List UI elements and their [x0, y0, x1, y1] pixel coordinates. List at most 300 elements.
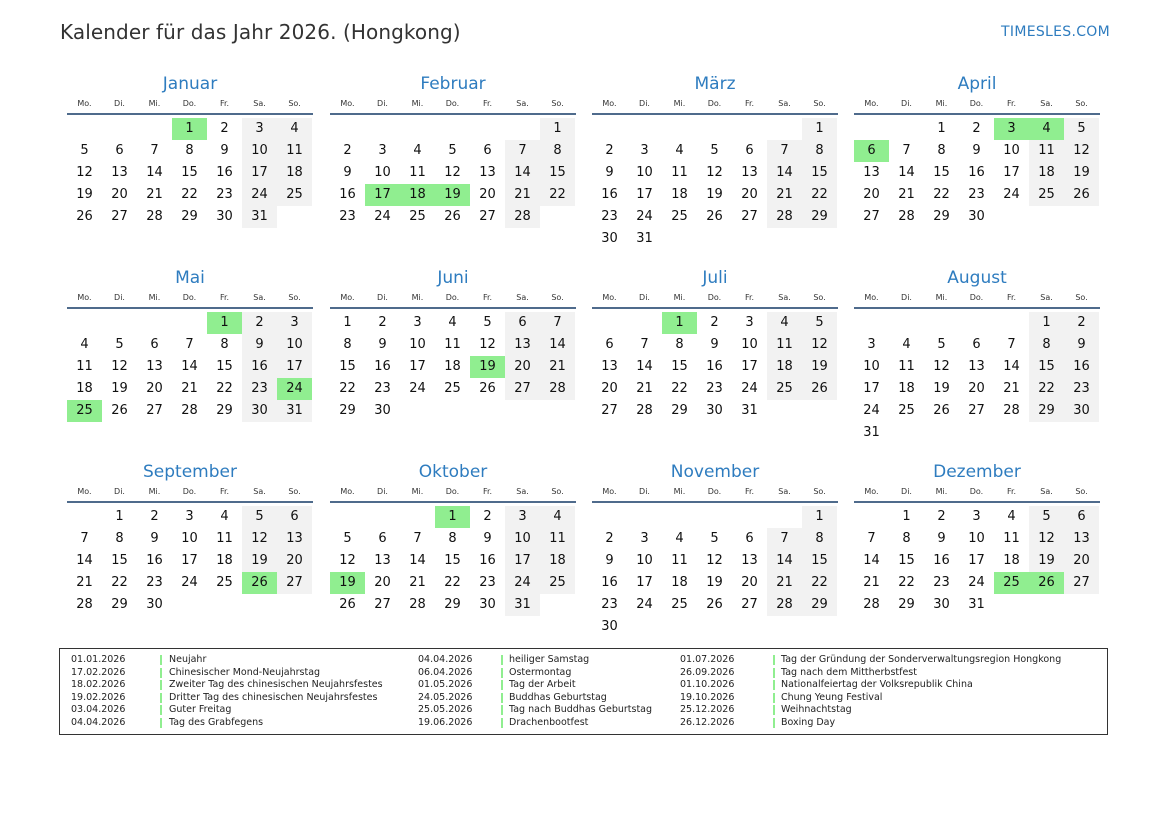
- day-cell: 29: [933, 209, 950, 224]
- page-title: Kalender für das Jahr 2026. (Hongkong): [60, 20, 461, 44]
- day-cell: 8: [540, 140, 575, 162]
- day-cell: 8: [185, 143, 194, 158]
- day-cell: 3: [867, 337, 876, 352]
- day-grid: [854, 506, 1100, 616]
- weekday-label: So.: [1075, 487, 1088, 496]
- weekday-label: Mi.: [411, 99, 424, 108]
- day-cell: 22: [933, 187, 950, 202]
- day-cell: 15: [802, 550, 837, 572]
- day-cell: 20: [863, 187, 880, 202]
- holiday-marker: [773, 705, 775, 715]
- holiday-day-cell: 19: [330, 572, 365, 594]
- legend-row: [60, 717, 1100, 730]
- empty-cell: [697, 506, 732, 528]
- month-0: [67, 73, 313, 228]
- day-cell: 11: [898, 359, 915, 374]
- holiday-date: 24.05.2026: [418, 691, 473, 703]
- day-cell: 3: [745, 315, 754, 330]
- day-cell: 13: [741, 165, 758, 180]
- weekday-label: So.: [551, 487, 564, 496]
- day-cell: 1: [902, 509, 911, 524]
- empty-cell: [627, 506, 662, 528]
- day-cell: 26: [444, 209, 461, 224]
- holiday-day-cell: 6: [854, 140, 889, 162]
- weekday-label: Do.: [182, 99, 197, 108]
- weekday-label: Sa.: [253, 487, 266, 496]
- day-cell: 25: [767, 378, 802, 400]
- day-cell: 17: [277, 356, 312, 378]
- weekday-label: Mo.: [340, 293, 355, 302]
- day-cell: 15: [339, 359, 356, 374]
- weekday-label: So.: [288, 99, 301, 108]
- day-cell: 1: [343, 315, 352, 330]
- day-cell: 19: [76, 187, 93, 202]
- empty-cell: [854, 118, 889, 140]
- day-cell: 6: [1064, 506, 1099, 528]
- weekday-label: Do.: [969, 293, 984, 302]
- day-cell: 18: [898, 381, 915, 396]
- month-8: [67, 461, 313, 616]
- empty-cell: [400, 118, 435, 140]
- day-cell: 25: [444, 381, 461, 396]
- day-cell: 29: [111, 597, 128, 612]
- weekday-label: Do.: [707, 293, 722, 302]
- day-cell: 4: [767, 312, 802, 334]
- day-cell: 17: [636, 187, 653, 202]
- holiday-day-cell: 19: [470, 356, 505, 378]
- day-cell: 19: [706, 575, 723, 590]
- day-cell: 6: [505, 312, 540, 334]
- day-cell: 4: [540, 506, 575, 528]
- day-cell: 30: [374, 403, 391, 418]
- day-cell: 13: [601, 359, 618, 374]
- day-cell: 1: [115, 509, 124, 524]
- holiday-marker: [773, 655, 775, 665]
- day-cell: 15: [802, 162, 837, 184]
- day-cell: 20: [601, 381, 618, 396]
- day-cell: 10: [277, 334, 312, 356]
- day-cell: 23: [706, 381, 723, 396]
- day-cell: 5: [710, 143, 719, 158]
- holiday-date: 03.04.2026: [71, 704, 126, 715]
- day-cell: 17: [181, 553, 198, 568]
- month-title: März: [694, 74, 736, 94]
- day-cell: 24: [863, 403, 880, 418]
- weekday-label: Di.: [377, 487, 388, 496]
- day-cell: 13: [968, 359, 985, 374]
- day-cell: 28: [181, 403, 198, 418]
- day-cell: 11: [76, 359, 93, 374]
- empty-cell: [102, 312, 137, 334]
- day-cell: 29: [1029, 400, 1064, 422]
- day-cell: 9: [242, 334, 277, 356]
- legend-row: [60, 692, 1100, 705]
- day-cell: 22: [1029, 378, 1064, 400]
- day-cell: 30: [601, 619, 618, 634]
- day-cell: 14: [636, 359, 653, 374]
- empty-cell: [102, 118, 137, 140]
- weekday-header: [67, 97, 313, 115]
- day-cell: 9: [605, 553, 614, 568]
- day-cell: 14: [767, 550, 802, 572]
- day-grid: [67, 312, 313, 422]
- brand-link[interactable]: TIMESLES.COM: [1001, 24, 1110, 40]
- day-grid: [330, 312, 576, 422]
- weekday-header: [67, 291, 313, 309]
- day-cell: 29: [216, 403, 233, 418]
- weekday-label: Mi.: [935, 293, 948, 302]
- empty-cell: [330, 118, 365, 140]
- day-cell: 11: [671, 165, 688, 180]
- weekday-label: Di.: [114, 487, 125, 496]
- day-cell: 25: [671, 209, 688, 224]
- day-cell: 22: [339, 381, 356, 396]
- day-cell: 27: [1064, 572, 1099, 594]
- day-cell: 11: [1003, 531, 1020, 546]
- empty-cell: [505, 118, 540, 140]
- day-cell: 23: [242, 378, 277, 400]
- day-cell: 9: [605, 165, 614, 180]
- weekday-label: Mo.: [864, 293, 879, 302]
- weekday-label: Sa.: [253, 293, 266, 302]
- legend-row: [60, 679, 1100, 692]
- holiday-day-cell: 3: [994, 118, 1029, 140]
- day-cell: 26: [339, 597, 356, 612]
- day-cell: 5: [448, 143, 457, 158]
- day-cell: 26: [706, 597, 723, 612]
- day-cell: 4: [413, 143, 422, 158]
- day-cell: 18: [277, 162, 312, 184]
- day-cell: 14: [146, 165, 163, 180]
- day-cell: 31: [242, 206, 277, 228]
- day-cell: 26: [479, 381, 496, 396]
- day-cell: 23: [968, 187, 985, 202]
- day-cell: 15: [933, 165, 950, 180]
- empty-cell: [732, 118, 767, 140]
- day-cell: 2: [242, 312, 277, 334]
- weekday-label: Fr.: [1006, 99, 1017, 108]
- weekday-label: Mo.: [602, 487, 617, 496]
- holiday-day-cell: 1: [207, 312, 242, 334]
- weekday-label: Mi.: [148, 487, 161, 496]
- weekday-label: Fr.: [744, 487, 755, 496]
- holiday-day-cell: 1: [662, 312, 697, 334]
- day-cell: 27: [374, 597, 391, 612]
- day-cell: 5: [710, 531, 719, 546]
- day-cell: 27: [479, 209, 496, 224]
- holiday-date: 01.07.2026: [680, 654, 735, 665]
- empty-cell: [67, 118, 102, 140]
- holiday-day-cell: 1: [435, 506, 470, 528]
- weekday-header: [854, 291, 1100, 309]
- holiday-day-cell: 24: [277, 378, 312, 400]
- holiday-name: Tag nach Buddhas Geburtstag: [509, 704, 653, 715]
- weekday-label: Di.: [901, 487, 912, 496]
- day-cell: 10: [863, 359, 880, 374]
- weekday-label: So.: [813, 487, 826, 496]
- day-cell: 28: [146, 209, 163, 224]
- day-cell: 1: [802, 506, 837, 528]
- month-9: [330, 461, 576, 616]
- day-cell: 12: [706, 553, 723, 568]
- weekday-label: Mi.: [935, 487, 948, 496]
- weekday-label: Fr.: [482, 293, 493, 302]
- month-2: [592, 73, 838, 250]
- month-5: [330, 267, 576, 422]
- day-cell: 26: [111, 403, 128, 418]
- day-cell: 16: [601, 575, 618, 590]
- weekday-header: [592, 97, 838, 115]
- day-cell: 8: [220, 337, 229, 352]
- day-cell: 1: [802, 118, 837, 140]
- weekday-header: [592, 485, 838, 503]
- day-cell: 7: [1007, 337, 1016, 352]
- day-cell: 7: [185, 337, 194, 352]
- weekday-label: Mo.: [340, 99, 355, 108]
- day-cell: 30: [706, 403, 723, 418]
- holiday-day-cell: 4: [1029, 118, 1064, 140]
- day-cell: 10: [242, 140, 277, 162]
- day-cell: 14: [505, 162, 540, 184]
- day-cell: 30: [968, 209, 985, 224]
- day-cell: 22: [111, 575, 128, 590]
- month-title: April: [957, 74, 997, 94]
- day-cell: 18: [671, 575, 688, 590]
- day-cell: 27: [741, 597, 758, 612]
- empty-cell: [889, 312, 924, 334]
- weekday-label: Sa.: [1040, 487, 1053, 496]
- empty-cell: [592, 506, 627, 528]
- day-cell: 16: [1064, 356, 1099, 378]
- empty-cell: [470, 118, 505, 140]
- day-cell: 2: [378, 315, 387, 330]
- day-cell: 18: [1003, 553, 1020, 568]
- weekday-label: Sa.: [778, 293, 791, 302]
- month-title: September: [143, 462, 237, 482]
- day-cell: 6: [115, 143, 124, 158]
- day-cell: 23: [479, 575, 496, 590]
- day-grid: [67, 506, 313, 616]
- day-cell: 7: [413, 531, 422, 546]
- day-cell: 25: [671, 597, 688, 612]
- day-cell: 23: [216, 187, 233, 202]
- holiday-marker: [773, 668, 775, 678]
- weekday-header: [330, 485, 576, 503]
- day-cell: 17: [636, 575, 653, 590]
- weekday-label: Fr.: [744, 99, 755, 108]
- holiday-date: 25.05.2026: [418, 704, 473, 715]
- day-cell: 8: [115, 531, 124, 546]
- holiday-date: 19.06.2026: [418, 716, 473, 728]
- holiday-date: 19.02.2026: [71, 691, 126, 703]
- holiday-name: Tag der Arbeit: [509, 679, 576, 690]
- weekday-label: Mo.: [77, 293, 92, 302]
- day-cell: 24: [1003, 187, 1020, 202]
- day-cell: 17: [863, 381, 880, 396]
- day-cell: 8: [802, 528, 837, 550]
- weekday-label: Fr.: [1006, 293, 1017, 302]
- holiday-name: Tag nach dem Mittherbstfest: [781, 666, 917, 678]
- day-cell: 27: [277, 572, 312, 594]
- weekday-label: Sa.: [516, 293, 529, 302]
- day-cell: 21: [767, 572, 802, 594]
- day-cell: 21: [863, 575, 880, 590]
- weekday-label: Mo.: [77, 99, 92, 108]
- day-cell: 22: [216, 381, 233, 396]
- weekday-label: Fr.: [482, 99, 493, 108]
- day-grid: [592, 506, 838, 638]
- weekday-label: Mi.: [411, 487, 424, 496]
- day-cell: 16: [479, 553, 496, 568]
- weekday-label: Mo.: [602, 293, 617, 302]
- month-title: August: [947, 268, 1007, 288]
- day-cell: 6: [378, 531, 387, 546]
- holiday-name: Buddhas Geburtstag: [509, 691, 607, 703]
- weekday-label: Mo.: [340, 487, 355, 496]
- weekday-label: Sa.: [516, 99, 529, 108]
- day-cell: 6: [605, 337, 614, 352]
- day-cell: 2: [220, 121, 229, 136]
- day-cell: 23: [601, 597, 618, 612]
- month-title: November: [670, 462, 760, 482]
- day-cell: 1: [540, 118, 575, 140]
- day-cell: 21: [636, 381, 653, 396]
- day-cell: 25: [216, 575, 233, 590]
- day-cell: 4: [1007, 509, 1016, 524]
- weekday-label: So.: [288, 293, 301, 302]
- empty-cell: [137, 118, 172, 140]
- day-cell: 10: [636, 553, 653, 568]
- day-cell: 6: [972, 337, 981, 352]
- day-cell: 22: [671, 381, 688, 396]
- weekday-label: Mi.: [673, 293, 686, 302]
- weekday-header: [854, 97, 1100, 115]
- legend-row: [60, 654, 1100, 667]
- holiday-day-cell: 25: [994, 572, 1029, 594]
- day-cell: 25: [409, 209, 426, 224]
- day-cell: 27: [741, 209, 758, 224]
- day-cell: 26: [1064, 184, 1099, 206]
- day-cell: 28: [767, 594, 802, 616]
- day-cell: 19: [706, 187, 723, 202]
- day-cell: 6: [483, 143, 492, 158]
- day-cell: 11: [409, 165, 426, 180]
- empty-cell: [592, 312, 627, 334]
- empty-cell: [662, 118, 697, 140]
- day-cell: 9: [1064, 334, 1099, 356]
- day-cell: 29: [802, 594, 837, 616]
- day-cell: 5: [115, 337, 124, 352]
- weekday-label: So.: [288, 487, 301, 496]
- weekday-label: Sa.: [253, 99, 266, 108]
- empty-cell: [924, 312, 959, 334]
- day-cell: 9: [483, 531, 492, 546]
- day-cell: 13: [277, 528, 312, 550]
- day-grid: [67, 118, 313, 228]
- day-cell: 2: [605, 143, 614, 158]
- day-cell: 4: [80, 337, 89, 352]
- weekday-label: Do.: [445, 99, 460, 108]
- day-cell: 5: [1029, 506, 1064, 528]
- empty-cell: [67, 506, 102, 528]
- day-cell: 15: [671, 359, 688, 374]
- weekday-header: [330, 97, 576, 115]
- day-cell: 29: [898, 597, 915, 612]
- day-cell: 11: [540, 528, 575, 550]
- day-cell: 20: [277, 550, 312, 572]
- holiday-marker: [773, 680, 775, 690]
- day-cell: 29: [444, 597, 461, 612]
- holiday-marker: [773, 718, 775, 728]
- day-cell: 5: [802, 312, 837, 334]
- day-cell: 12: [242, 528, 277, 550]
- day-cell: 26: [802, 378, 837, 400]
- day-cell: 31: [636, 231, 653, 246]
- holiday-day-cell: 26: [1029, 572, 1064, 594]
- weekday-label: Do.: [445, 293, 460, 302]
- day-cell: 2: [343, 143, 352, 158]
- weekday-label: Di.: [901, 293, 912, 302]
- day-cell: 13: [111, 165, 128, 180]
- month-7: [854, 267, 1100, 444]
- day-cell: 9: [972, 143, 981, 158]
- day-cell: 7: [767, 140, 802, 162]
- day-cell: 3: [277, 312, 312, 334]
- weekday-label: Mo.: [602, 99, 617, 108]
- day-cell: 21: [767, 184, 802, 206]
- day-cell: 16: [933, 553, 950, 568]
- day-cell: 21: [181, 381, 198, 396]
- empty-cell: [67, 312, 102, 334]
- holiday-date: 26.09.2026: [680, 666, 735, 678]
- day-cell: 15: [181, 165, 198, 180]
- weekday-label: Do.: [969, 99, 984, 108]
- day-cell: 2: [937, 509, 946, 524]
- day-cell: 3: [185, 509, 194, 524]
- day-cell: 15: [1029, 356, 1064, 378]
- empty-cell: [365, 506, 400, 528]
- day-cell: 28: [767, 206, 802, 228]
- day-cell: 14: [409, 553, 426, 568]
- weekday-label: Fr.: [219, 99, 230, 108]
- day-cell: 11: [216, 531, 233, 546]
- day-cell: 9: [937, 531, 946, 546]
- month-title: Dezember: [933, 462, 1021, 482]
- day-cell: 26: [76, 209, 93, 224]
- day-cell: 17: [242, 162, 277, 184]
- holiday-name: Drachenbootfest: [509, 716, 589, 728]
- day-cell: 27: [863, 209, 880, 224]
- empty-cell: [330, 506, 365, 528]
- holiday-date: 18.02.2026: [71, 679, 126, 690]
- day-cell: 12: [444, 165, 461, 180]
- day-cell: 1: [1029, 312, 1064, 334]
- day-cell: 22: [802, 184, 837, 206]
- day-cell: 16: [216, 165, 233, 180]
- day-cell: 21: [76, 575, 93, 590]
- legend-column: [60, 654, 1100, 729]
- holiday-legend: [59, 648, 1108, 735]
- weekday-label: Mi.: [935, 99, 948, 108]
- day-cell: 28: [409, 597, 426, 612]
- day-cell: 3: [242, 118, 277, 140]
- day-cell: 12: [933, 359, 950, 374]
- day-cell: 15: [444, 553, 461, 568]
- month-4: [67, 267, 313, 422]
- day-cell: 24: [741, 381, 758, 396]
- day-cell: 16: [706, 359, 723, 374]
- day-cell: 7: [540, 312, 575, 334]
